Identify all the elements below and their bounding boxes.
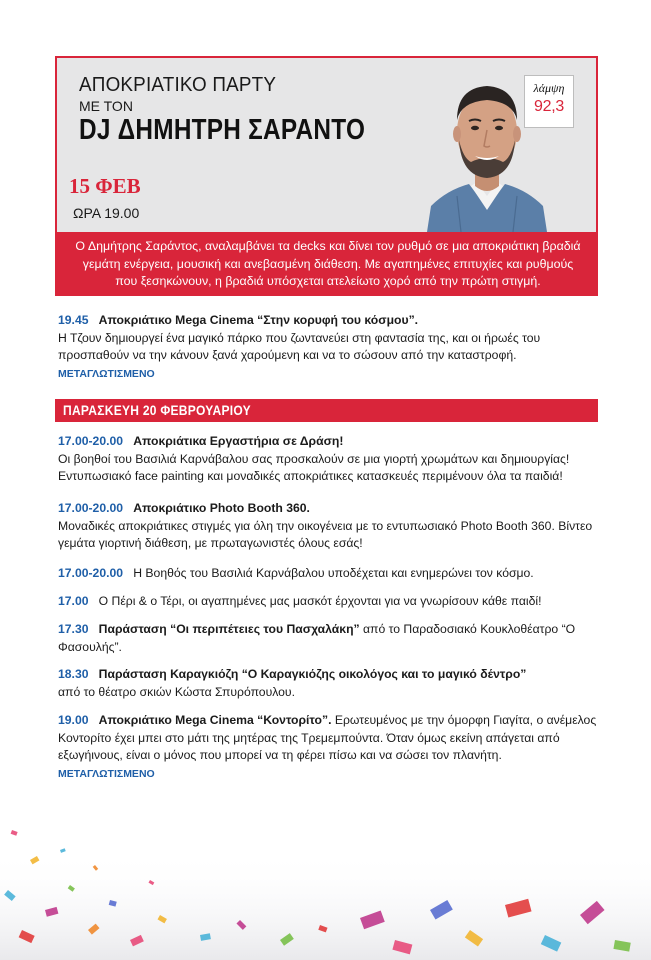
hero-time: ΩΡΑ 19.00	[73, 205, 140, 221]
radio-logo-name: λάμψη	[533, 81, 565, 95]
event-text: Οι βοηθοί του Βασιλιά Καρνάβαλου σας προσκαλούν σε μια γιορτή χρωμάτων και δημιουργίας! Εντυπωσιακό face painting και μοναδικές αποκριάτικες κατασκευές περιμένουν όλα τα παιδιά!	[58, 451, 570, 484]
confetti-decoration	[0, 790, 651, 960]
event-time: 17.30	[58, 622, 89, 636]
event-tag: ΜΕΤΑΓΛΩΤΙΣΜΕΝΟ	[58, 768, 155, 781]
event-time: 17.00-20.00	[58, 434, 124, 448]
event-time: 19.45	[58, 313, 89, 327]
event-text: Η Βοηθός του Βασιλιά Καρνάβαλου υποδέχεται και ενημερώνει τον κόσμο.	[133, 566, 534, 580]
event-text: Η Τζουν δημιουργεί ένα μαγικό πάρκο που ζωντανεύει στη φαντασία της, και οι ήρωές του προσπαθούν να την κάνουν ξανά χαρούμενη και να το σώσουν από την καταστροφή.	[58, 330, 541, 363]
event-title: Αποκριάτικο Mega Cinema “Στην κορυφή του κόσμου”.	[98, 313, 419, 327]
event-time: 17.00-20.00	[58, 566, 124, 580]
event-time: 17.00-20.00	[58, 501, 124, 515]
event-title: Παράσταση Καραγκιόζη “Ο Καραγκιόζης οικολόγος και το μαγικό δέντρο”	[98, 667, 527, 681]
event-time: 19.00	[58, 713, 89, 727]
hero-title-line3: DJ ΔΗΜΗΤΡΗ ΣΑΡΑΝΤΟ	[79, 114, 366, 146]
event-item	[58, 433, 598, 486]
event-text: Ερωτευμένος με την όμορφη Γιαγίτα, ο ανέμελος Κοντορίτο έχει μπει στο μάτι της μητέρας της Τρεμεμπούντα. Όταν όμως εκείνη απάγεται από εξωγήινους, είναι ο μόνος που μπορεί να τη φέρει πίσω και να σώσει τον πλανήτη.	[58, 713, 597, 763]
hero-title-line1: ΑΠΟΚΡΙΑΤΙΚΟ ΠΑΡΤΥ	[79, 73, 277, 96]
event-item	[58, 593, 598, 611]
event-text: Μοναδικές αποκριάτικες στιγμές για όλη την οικογένεια με το εντυπωσιακό Photo Booth 360. Βίντεο γεμάτα γιορτινή διάθεση, με πρωταγωνιστές όλους εσάς!	[58, 518, 593, 551]
radio-logo-frequency: 92,3	[534, 98, 564, 115]
hero-description: Ο Δημήτρης Σαράντος, αναλαμβάνει τα decks και δίνει τον ρυθμό σε μια αποκριάτικη βραδιά γεμάτη ενέργεια, μουσική και ανεβασμένη διάθεση. Με αγαπημένες επιτυχίες και ρυθμούς που ξεσηκώνουν, η βραδιά υπόσχεται ατελείωτο χορό από την πρώτη στιγμή.	[75, 239, 581, 288]
day-header	[55, 399, 598, 422]
event-title: Αποκριάτικο Mega Cinema “Κοντορίτο”.	[98, 713, 332, 727]
event-text: από το Παραδοσιακό Κουκλοθέατρο “Ο Φασουλής”.	[58, 622, 576, 654]
hero-banner	[55, 56, 598, 296]
event-tag: ΜΕΤΑΓΛΩΤΙΣΜΕΝΟ	[58, 368, 155, 381]
event-title: Αποκριάτικο Photo Booth 360.	[133, 501, 310, 515]
hero-date: 15 ΦΕΒ	[69, 174, 141, 198]
event-first	[58, 312, 598, 384]
event-item	[58, 712, 598, 784]
event-item	[58, 500, 598, 553]
event-item	[58, 666, 598, 701]
radio-logo	[524, 75, 574, 128]
event-item	[58, 621, 598, 656]
event-text: από το θέατρο σκιών Κώστα Σπυρόπουλου.	[58, 684, 295, 699]
event-time: 18.30	[58, 667, 89, 681]
event-title: Αποκριάτικα Εργαστήρια σε Δράση!	[133, 434, 344, 448]
event-item	[58, 565, 598, 583]
hero-title-line2: ΜΕ ΤΟΝ	[79, 98, 133, 114]
day-title: ΠΑΡΑΣΚΕΥΗ 20 ΦΕΒΡΟΥΑΡΙΟΥ	[63, 402, 251, 418]
event-text: Ο Πέρι & ο Τέρι, οι αγαπημένες μας μασκότ έρχονται για να γνωρίσουν κάθε παιδί!	[98, 594, 542, 608]
event-time: 17.00	[58, 594, 89, 608]
event-title: Παράσταση “Οι περιπέτειες του Πασχαλάκη”	[98, 622, 360, 636]
